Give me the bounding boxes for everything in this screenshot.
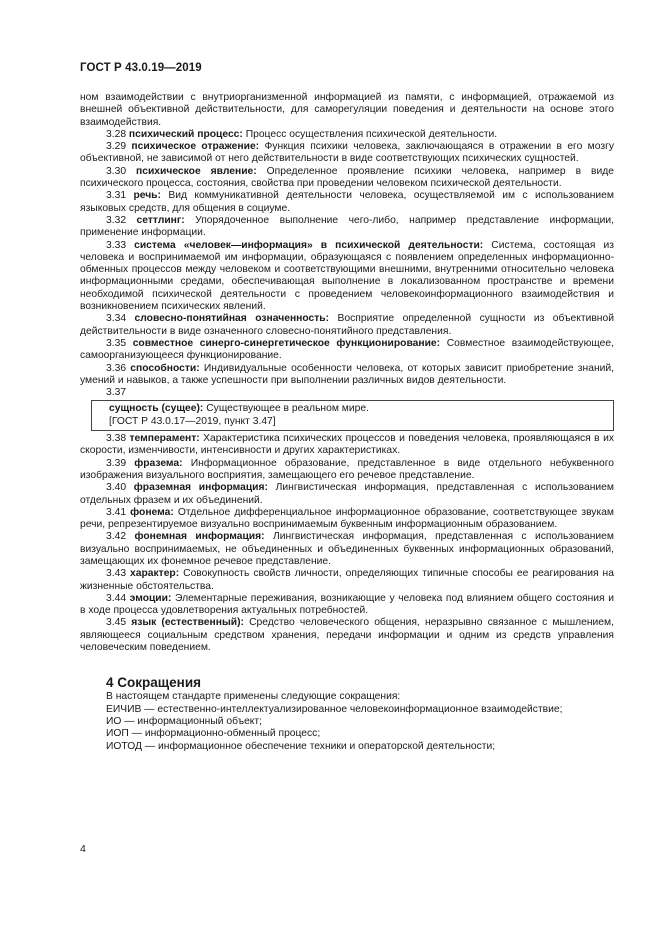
definition-text: Система, состоящая из человека и воспринимаемой им информации, образующаяся с появлением определенных информационно-обменных процессов между человеком и соответствующими внешними, внутренними относительно человека информационными средами, обеспечивающая выполнение в локализованном пространстве и времени необходимой психической деятельности с проведением человекоинформационного взаимодействия и возникновением психических явлений. bbox=[80, 239, 614, 313]
definition-text: Совместное взаимодействующее, самоорганизующееся функционирование. bbox=[80, 337, 614, 362]
definition-term: фонема: bbox=[130, 506, 174, 518]
definition-item bbox=[80, 593, 614, 618]
definition-text: Упорядоченное выполнение чего-либо, например представление информации, применение информации. bbox=[80, 214, 614, 239]
definition-number: 3.40 bbox=[106, 482, 127, 494]
definition-term: психический процесс: bbox=[128, 128, 243, 140]
definition-number: 3.32 bbox=[106, 214, 127, 226]
definition-term: способности: bbox=[130, 362, 200, 374]
definition-text: Процесс осуществления психической деятельности. bbox=[245, 128, 498, 140]
definition-term: психическое явление: bbox=[136, 165, 257, 177]
definition-item bbox=[80, 190, 614, 215]
definition-number: 3.33 bbox=[106, 239, 127, 251]
abbreviation-item: ИОП — информационно-обменный процесс; bbox=[106, 728, 321, 740]
definition-number: 3.28 bbox=[106, 128, 127, 140]
definition-text: Лингвистическая информация, представленная с использованием визуально воспринимаемых, не объединенных и объединенных буквенных информационных образований, замещающих их фонемное речевое представление. bbox=[80, 531, 614, 567]
section-title: 4 Сокращения bbox=[106, 675, 201, 691]
definition-term: психическое отражение: bbox=[131, 141, 260, 153]
definition-text: Определенное проявление психики человека, например в виде психического процесса, состояния, свойства при проведении человеком психической деятельности. bbox=[80, 165, 614, 190]
definition-term: речь: bbox=[133, 190, 161, 202]
definition-number: 3.36 bbox=[106, 362, 127, 374]
definition-item bbox=[80, 240, 614, 314]
definition-item bbox=[80, 215, 614, 240]
section-intro: В настоящем стандарте применены следующие сокращения: bbox=[106, 691, 401, 703]
boxed-term: сущность (сущее): bbox=[109, 403, 204, 415]
definition-text: Средство человеческого общения, неразрывно связанное с мышлением, являющееся социальным средством хранения, передачи информации и одним из средств управления человеческим поведением. bbox=[80, 617, 614, 654]
definition-item bbox=[80, 617, 614, 654]
definition-item bbox=[80, 568, 614, 593]
definition-text: Информационное образование, представленное в виде отдельного небуквенного изображения визуального восприятия, замещающего его речевое представление. bbox=[80, 457, 614, 481]
definition-number: 3.38 bbox=[106, 433, 127, 445]
definition-term: язык (естественный): bbox=[131, 617, 244, 629]
definition-term: фразема: bbox=[134, 457, 183, 469]
definition-item bbox=[80, 507, 614, 532]
definition-number: 3.35 bbox=[106, 337, 127, 349]
definition-term: система «человек—информация» в психической деятельности: bbox=[134, 239, 484, 251]
boxed-term-reference: [ГОСТ Р 43.0.17—2019, пункт 3.47] bbox=[109, 415, 276, 427]
definition-number: 3.29 bbox=[106, 141, 127, 153]
definition-text: Элементарные переживания, возникающие у человека под влиянием общего состояния и в ходе процесса удовлетворения актуальных потребностей. bbox=[80, 592, 614, 617]
definition-term: сеттлинг: bbox=[136, 214, 185, 226]
boxed-term-text: Существующее в реальном мире. bbox=[206, 403, 369, 415]
definition-text: Индивидуальные особенности человека, от которых зависит приобретение знаний, умений и навыков, а также успешности при выполнении различных видов деятельности. bbox=[80, 362, 614, 386]
definition-number: 3.44 bbox=[106, 592, 127, 604]
definition-text: Характеристика психических процессов и поведения человека, проявляющаяся в их скорости, изменчивости, интенсивности и других характеристиках. bbox=[80, 433, 614, 457]
definitions-list bbox=[80, 129, 614, 387]
definition-text: Совокупность свойств личности, определяющих типичные способы ее реагирования на жизненные обстоятельства. bbox=[80, 568, 614, 592]
definition-term: совместное синерго-синергетическое функционирование: bbox=[132, 337, 441, 349]
definition-number: 3.31 bbox=[106, 190, 127, 202]
definition-item bbox=[80, 338, 614, 363]
abbreviation-item: ИОТОД — информационное обеспечение техники и операторской деятельности; bbox=[106, 740, 496, 752]
definition-number: 3.37 bbox=[106, 387, 127, 399]
definition-text: Восприятие определенной сущности из объективной действительности в виде означенного словесно-понятийного представления. bbox=[80, 313, 614, 337]
definition-item bbox=[80, 129, 614, 141]
page-number: 4 bbox=[80, 843, 86, 855]
definition-item bbox=[80, 166, 614, 191]
definition-number: 3.41 bbox=[106, 506, 127, 518]
definition-number: 3.42 bbox=[106, 531, 127, 543]
definition-text: Отдельное дифференциальное информационное образование, соответствующее звукам речи, репрезентируемое визуально воспринимаемым буквенным информационным образованием. bbox=[80, 506, 614, 531]
definition-number: 3.34 bbox=[106, 313, 127, 325]
definition-text: Вид коммуникативной деятельности человека, осуществляемой им с использованием языковых средств, для общения в социуме. bbox=[80, 190, 614, 214]
definition-term: эмоции: bbox=[129, 592, 172, 604]
definition-number: 3.39 bbox=[106, 457, 127, 469]
definition-term: фонемная информация: bbox=[134, 531, 265, 543]
abbreviation-item: ЕИЧИВ — естественно-интеллектуализированное человекоинформационное взаимодействие; bbox=[106, 703, 563, 715]
definition-number: 3.45 bbox=[106, 617, 127, 629]
abbreviations-list bbox=[80, 704, 614, 753]
document-body bbox=[80, 92, 614, 753]
definition-item bbox=[80, 482, 614, 507]
definition-item bbox=[80, 313, 614, 338]
definition-term: фраземная информация: bbox=[133, 482, 268, 494]
definition-item bbox=[80, 531, 614, 568]
definition-item bbox=[80, 433, 614, 458]
definition-term: темперамент: bbox=[129, 433, 200, 445]
definition-item bbox=[80, 458, 614, 483]
boxed-definition bbox=[91, 400, 614, 431]
definition-number: 3.30 bbox=[106, 165, 127, 177]
abbreviation-item: ИО — информационный объект; bbox=[106, 715, 263, 727]
definition-term: словесно-понятийная означенность: bbox=[134, 313, 330, 325]
definition-text: Лингвистическая информация, представленная с использованием отдельных фразем и их объединений. bbox=[80, 482, 614, 506]
intro-paragraph: ном взаимодействии с внутриорганизменной информацией из памяти, с информацией, отражаемой из внешней объективной действительности, для саморегуляции поведения и деятельности на основе этого взаимодействия. bbox=[80, 92, 614, 128]
definition-item bbox=[80, 141, 614, 166]
definition-text: Функция психики человека, заключающаяся в отражении в его мозгу объективной, не зависимой от него действительности в виде соответствующих психических сущностей. bbox=[80, 141, 614, 165]
definitions-list-continued bbox=[80, 433, 614, 654]
definition-item bbox=[80, 363, 614, 388]
definition-term: характер: bbox=[130, 568, 180, 580]
definition-number: 3.43 bbox=[106, 568, 127, 580]
document-header: ГОСТ Р 43.0.19—2019 bbox=[80, 62, 202, 74]
